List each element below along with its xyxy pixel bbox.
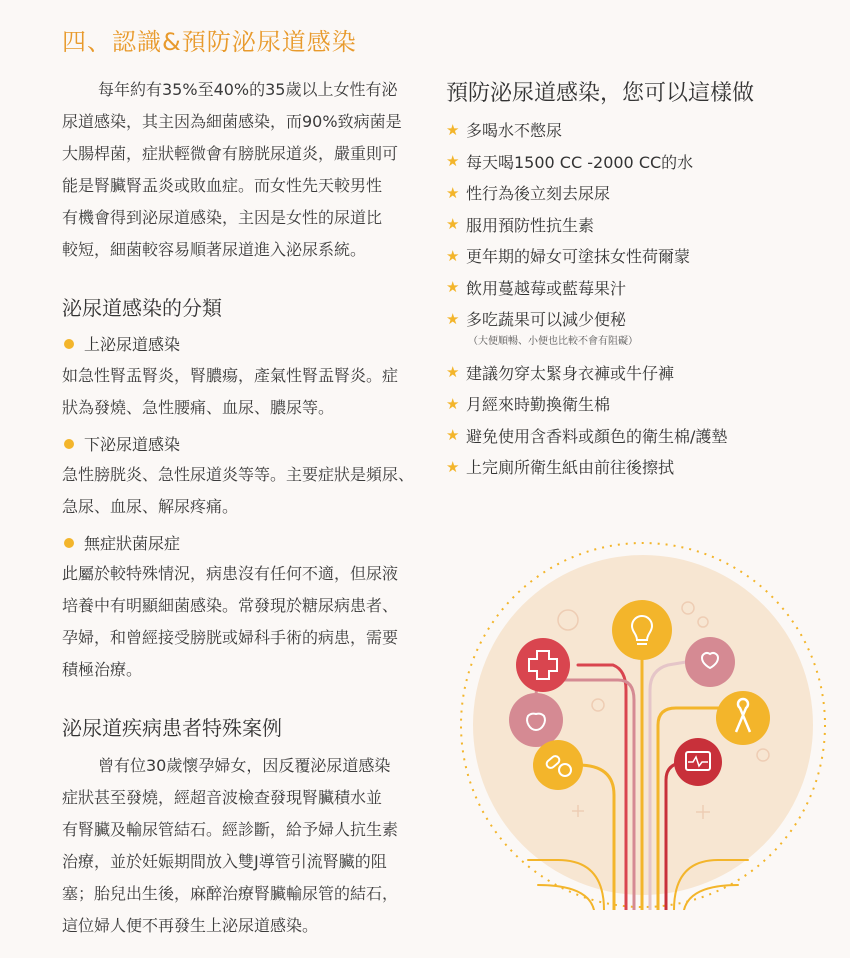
upper-infection-line: 如急性腎盂腎炎，腎膿瘍，產氣性腎盂腎炎。症 [62, 366, 399, 385]
medical-cross-icon [516, 638, 570, 692]
star-icon: ★ [446, 394, 460, 413]
lower-infection-line: 急性膀胱炎、急性尿道炎等等。主要症狀是頻尿、 [62, 465, 415, 484]
upper-infection-line: 狀為發燒、急性腰痛、血尿、膿尿等。 [62, 398, 335, 417]
stethoscope-heart-icon [685, 637, 735, 687]
case-line: 症狀甚至發燒，經超音波檢查發現腎臟積水並 [62, 788, 383, 807]
tip-item: ★ 多喝水不憋尿 [446, 120, 563, 141]
pills-icon [533, 740, 583, 790]
tip-note: （大便順暢、小便也比較不會有阻礙） [468, 335, 638, 347]
star-icon: ★ [446, 309, 460, 328]
star-icon: ★ [446, 426, 460, 445]
star-icon: ★ [446, 183, 460, 202]
tip-item: ★ 性行為後立刻去尿尿 [446, 183, 611, 204]
tip-item: ★ 月經來時勤換衛生棉 [446, 394, 611, 415]
tip-item: ★ 服用預防性抗生素 [446, 215, 595, 235]
star-icon: ★ [446, 278, 460, 297]
star-icon: ★ [446, 152, 460, 171]
star-icon: ★ [446, 215, 460, 234]
intro-line: 有機會得到泌尿道感染，主因是女性的尿道比 [62, 208, 383, 227]
lower-infection-line: 急尿、血尿、解尿疼痛。 [62, 497, 239, 516]
tip-item: ★ 建議勿穿太緊身衣褲或牛仔褲 [446, 363, 675, 383]
star-icon: ★ [446, 363, 460, 382]
star-icon: ★ [446, 120, 460, 139]
prevention-title: 預防泌尿道感染，您可以這樣做 [446, 81, 755, 106]
tip-item: ★ 避免使用含香料或顏色的衛生棉/護墊 [446, 426, 728, 446]
bullet-dot [64, 538, 74, 548]
intro-line: 較短，細菌較容易順著尿道進入泌尿系統。 [62, 240, 367, 259]
case-line: 治療，並於妊娠期間放入雙J導管引流腎臟的阻 [62, 852, 387, 871]
intro-line: 每年約有35%至40%的35歲以上女性有泌 [98, 80, 398, 99]
asymptomatic-line: 積極治療。 [62, 660, 143, 679]
case-line: 塞；胎兒出生後，麻醉治療腎臟輸尿管的結石， [62, 884, 399, 903]
tip-item: ★ 多吃蔬果可以減少便秘 [446, 309, 627, 330]
tip-item: ★ 更年期的婦女可塗抹女性荷爾蒙 [446, 246, 691, 267]
case-line: 這位婦人便不再發生上泌尿道感染。 [62, 916, 319, 935]
classification-title: 泌尿道感染的分類 [62, 296, 222, 320]
star-icon: ★ [446, 246, 460, 265]
health-tree-illustration [458, 540, 828, 910]
asymptomatic-line: 培養中有明顯細菌感染。常發現於糖尿病患者、 [62, 596, 399, 615]
bullet-dot [64, 339, 74, 349]
tip-item: ★ 每天喝1500 CC -2000 CC的水 [446, 152, 694, 172]
upper-infection-heading: 上泌尿道感染 [64, 332, 180, 355]
apple-icon [509, 693, 563, 747]
intro-line: 尿道感染，其主因為細菌感染，而90%致病菌是 [62, 112, 402, 131]
ribbon-icon [716, 691, 770, 745]
intro-line: 大腸桿菌，症狀輕微會有膀胱尿道炎，嚴重則可 [62, 144, 399, 163]
lower-infection-heading: 下泌尿道感染 [64, 432, 180, 455]
prevention-tips-list [446, 114, 826, 483]
asymptomatic-line: 孕婦，和曾經接受膀胱或婦科手術的病患，需要 [62, 628, 399, 647]
intro-line: 能是腎臟腎盂炎或敗血症。而女性先天較男性 [62, 176, 383, 195]
case-line: 曾有位30歲懷孕婦女，因反覆泌尿道感染 [98, 756, 391, 775]
case-title: 泌尿道疾病患者特殊案例 [62, 716, 282, 740]
bullet-dot [64, 439, 74, 449]
lightbulb-icon [612, 600, 672, 660]
asymptomatic-heading: 無症狀菌尿症 [64, 531, 180, 554]
section-title: 四、認識&預防泌尿道感染 [62, 28, 357, 56]
tip-item: ★ 飲用蔓越莓或藍莓果汁 [446, 278, 627, 298]
tip-item: ★ 上完廁所衛生紙由前往後擦拭 [446, 457, 675, 478]
monitor-heartbeat-icon [674, 738, 722, 786]
star-icon: ★ [446, 457, 460, 476]
asymptomatic-line: 此屬於較特殊情況，病患沒有任何不適，但尿液 [62, 564, 399, 583]
case-line: 有腎臟及輸尿管結石。經診斷，給予婦人抗生素 [62, 820, 399, 839]
